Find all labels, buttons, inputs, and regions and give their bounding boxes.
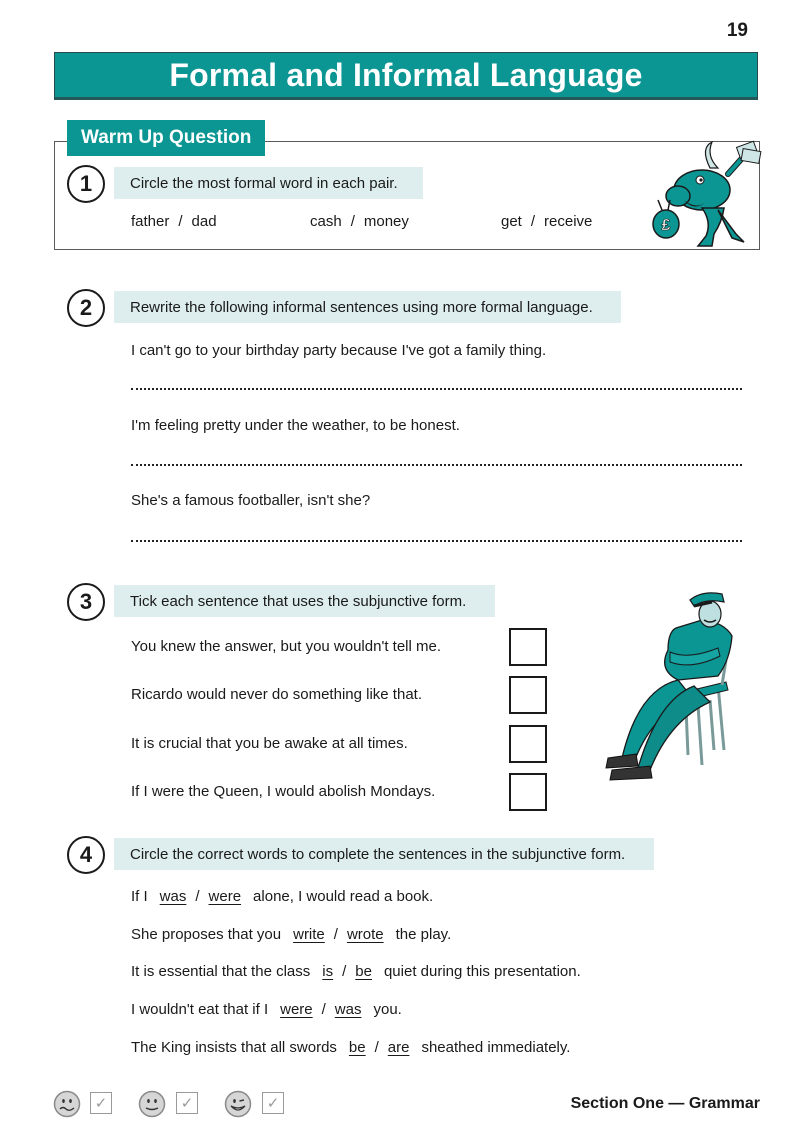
- happy-wink-face-icon: [224, 1090, 252, 1118]
- warmup-tab: [67, 120, 265, 156]
- informal-sentence-1: I can't go to your birthday party because I've got a family thing.: [131, 342, 547, 359]
- pair-separator: /: [350, 213, 355, 230]
- choice-sentence-4: [131, 1001, 402, 1018]
- word-option[interactable]: money: [363, 213, 409, 230]
- word-option[interactable]: be: [348, 1039, 366, 1056]
- word-option[interactable]: was: [159, 888, 187, 905]
- option-separator: /: [195, 888, 200, 905]
- question-3-instruction: Tick each sentence that uses the subjunctive form.: [114, 585, 495, 617]
- question-1-instruction: Circle the most formal word in each pair.: [114, 167, 423, 199]
- subjunctive-sentence-3: It is crucial that you be awake at all times.: [131, 735, 408, 752]
- answer-line-3[interactable]: [131, 540, 742, 542]
- word-option[interactable]: cash: [310, 213, 342, 230]
- choice-sentence-1: [131, 888, 433, 905]
- word-option[interactable]: write: [293, 926, 325, 943]
- sentence-text: It is essential that the class: [131, 963, 311, 980]
- tick-box-2[interactable]: [509, 676, 547, 714]
- question-number-2: 2: [67, 289, 105, 327]
- word-option[interactable]: were: [280, 1001, 313, 1018]
- word-option[interactable]: were: [208, 888, 242, 905]
- sentence-text: I wouldn't eat that if I: [131, 1001, 269, 1018]
- page-title: Formal and Informal Language: [169, 56, 643, 93]
- rating-checkbox-3[interactable]: ✓: [262, 1092, 284, 1114]
- choice-sentence-3: [131, 963, 581, 980]
- sad-face-icon: [53, 1090, 81, 1118]
- rating-checkbox-1[interactable]: ✓: [90, 1092, 112, 1114]
- question-number-1: 1: [67, 165, 105, 203]
- warmup-tab-label: Warm Up Question: [81, 127, 252, 148]
- word-option[interactable]: is: [322, 963, 334, 980]
- sentence-text: quiet during this presentation.: [383, 963, 581, 980]
- sleeping-guard-icon: [598, 590, 758, 785]
- word-option[interactable]: are: [387, 1039, 410, 1056]
- pair-separator: /: [530, 213, 536, 230]
- word-option[interactable]: be: [355, 963, 372, 980]
- word-option[interactable]: was: [334, 1001, 362, 1018]
- informal-sentence-2: I'm feeling pretty under the weather, to be honest.: [131, 417, 460, 434]
- sentence-text: alone, I would read a book.: [253, 888, 434, 905]
- option-separator: /: [333, 926, 338, 943]
- choice-sentence-5: [131, 1039, 570, 1056]
- word-option[interactable]: receive: [544, 213, 593, 230]
- tick-box-4[interactable]: [509, 773, 547, 811]
- bull-with-money-icon: [640, 138, 762, 256]
- page-number: 19: [726, 20, 748, 41]
- question-2-instruction: Rewrite the following informal sentences using more formal language.: [114, 291, 621, 323]
- subjunctive-sentence-2: Ricardo would never do something like that.: [131, 686, 422, 703]
- option-separator: /: [342, 963, 347, 980]
- section-label: Section One — Grammar: [570, 1095, 760, 1112]
- choice-sentence-2: [131, 926, 451, 943]
- neutral-face-icon: [138, 1090, 166, 1118]
- tick-box-3[interactable]: [509, 725, 547, 763]
- sentence-text: The King insists that all swords: [131, 1039, 337, 1056]
- question-number-3: 3: [67, 583, 105, 621]
- question-4-instruction: Circle the correct words to complete the sentences in the subjunctive form.: [114, 838, 654, 870]
- word-pair-3: [501, 213, 592, 230]
- word-option[interactable]: dad: [191, 213, 217, 230]
- pair-separator: /: [178, 213, 183, 230]
- informal-sentence-3: She's a famous footballer, isn't she?: [131, 492, 371, 509]
- tick-box-1[interactable]: [509, 628, 547, 666]
- option-separator: /: [321, 1001, 326, 1018]
- answer-line-2[interactable]: [131, 464, 742, 466]
- answer-line-1[interactable]: [131, 388, 742, 390]
- sentence-text: you.: [373, 1001, 402, 1018]
- option-separator: /: [374, 1039, 379, 1056]
- sentence-text: If I: [131, 888, 148, 905]
- subjunctive-sentence-1: You knew the answer, but you wouldn't tell me.: [131, 638, 441, 655]
- rating-checkbox-2[interactable]: ✓: [176, 1092, 198, 1114]
- word-option[interactable]: get: [501, 213, 522, 230]
- sentence-text: sheathed immediately.: [421, 1039, 571, 1056]
- subjunctive-sentence-4: If I were the Queen, I would abolish Mondays.: [131, 783, 436, 800]
- word-option[interactable]: father: [131, 213, 170, 230]
- page-title-banner: [54, 52, 758, 100]
- sentence-text: the play.: [395, 926, 452, 943]
- word-option[interactable]: wrote: [346, 926, 384, 943]
- sentence-text: She proposes that you: [131, 926, 282, 943]
- word-pair-1: [131, 213, 217, 230]
- question-number-4: 4: [67, 836, 105, 874]
- svg-text:£: £: [661, 217, 671, 234]
- word-pair-2: [310, 213, 409, 230]
